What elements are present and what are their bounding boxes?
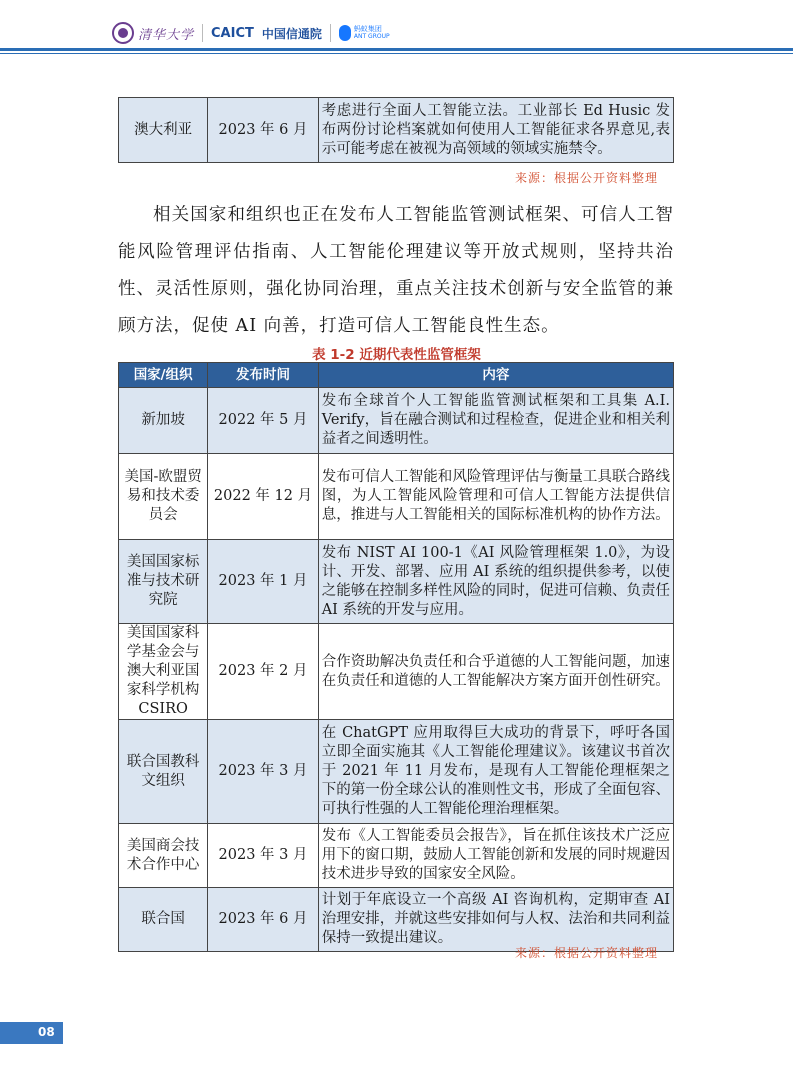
table-row xyxy=(119,888,674,952)
cell-country: 美国国家标准与技术研究院 xyxy=(119,540,208,624)
body-paragraph: 相关国家和组织也正在发布人工智能监管测试框架、可信人工智能风险管理评估指南、人工智能伦理建议等开放式规则，坚持共治性、灵活性原则，强化协同治理，重点关注技术创新与安全监管的兼顾方法，促使 AI 向善，打造可信人工智能良性生态。 xyxy=(118,205,674,336)
ant-group-cn: 蚂蚁集团 xyxy=(353,25,382,33)
cell-content: 发布可信人工智能和风险管理评估与衡量工具联合路线图，为人工智能风险管理和可信人工智能方法提供信息，推进与人工智能相关的国际标准机构的协作方法。 xyxy=(318,454,673,540)
caict-logo: CAICT xyxy=(211,25,254,41)
cell-country: 美国国家科学基金会与澳大利亚国家科学机构 CSIRO xyxy=(119,624,208,720)
cell-date: 2023 年 6 月 xyxy=(208,98,318,163)
source-note: 来源：根据公开资料整理 xyxy=(515,171,659,185)
ant-group-logo xyxy=(339,25,390,41)
cell-date: 2022 年 12 月 xyxy=(208,454,318,540)
cell-country: 美国商会技术合作中心 xyxy=(119,824,208,888)
tsinghua-wordmark: 清华大学 xyxy=(138,27,195,43)
cell-content: 发布 NIST AI 100-1《AI 风险管理框架 1.0》，为设计、开发、部署、应用 AI 系统的组织提供参考，以使之能够在控制多样性风险的同时，促进可信赖、负责任 AI 系统的开发与应用。 xyxy=(318,540,673,624)
cell-country: 联合国 xyxy=(119,888,208,952)
cell-date: 2023 年 6 月 xyxy=(208,888,318,952)
cell-date: 2023 年 3 月 xyxy=(208,824,318,888)
cell-date: 2022 年 5 月 xyxy=(208,388,318,454)
table-row xyxy=(119,720,674,824)
tsinghua-seal-icon xyxy=(112,22,134,44)
header-date: 发布时间 xyxy=(208,363,318,388)
logo-divider xyxy=(202,24,203,42)
header-content: 内容 xyxy=(318,363,673,388)
continued-table xyxy=(118,97,674,163)
source-note: 来源：根据公开资料整理 xyxy=(515,946,659,960)
page-header xyxy=(0,0,793,60)
ant-group-mark-icon xyxy=(339,25,351,41)
header-rule xyxy=(0,48,793,51)
cell-content: 发布《人工智能委员会报告》，旨在抓住该技术广泛应用下的窗口期，鼓励人工智能创新和发展的同时规避因技术进步导致的国家安全风险。 xyxy=(318,824,673,888)
cell-content: 考虑进行全面人工智能立法。工业部长 Ed Husic 发布两份讨论档案就如何使用人工智能征求各界意见,表示可能考虑在被视为高领域的领域实施禁令。 xyxy=(318,98,673,163)
table-row xyxy=(119,454,674,540)
cell-content: 发布全球首个人工智能监管测试框架和工具集 A.I. Verify，旨在融合测试和过程检查，促进企业和相关利益者之间透明性。 xyxy=(318,388,673,454)
table-row xyxy=(119,824,674,888)
table-caption: 表 1-2 近期代表性监管框架 xyxy=(312,347,481,363)
cell-content: 计划于年底设立一个高级 AI 咨询机构，定期审查 AI 治理安排，并就这些安排如何与人权、法治和共同利益保持一致提出建议。 xyxy=(318,888,673,952)
ant-group-en: ANT GROUP xyxy=(353,33,390,40)
table-row xyxy=(119,624,674,720)
regulatory-framework-table xyxy=(118,362,674,952)
cell-country: 联合国教科文组织 xyxy=(119,720,208,824)
cell-country: 美国-欧盟贸易和技术委员会 xyxy=(119,454,208,540)
tsinghua-logo xyxy=(112,22,194,44)
cell-content: 在 ChatGPT 应用取得巨大成功的背景下，呼吁各国立即全面实施其《人工智能伦理建议》。该建议书首次于 2021 年 11 月发布，是现有人工智能伦理框架之下的第一份全球公认的准则性文书，形成了全面包容、可执行性强的人工智能伦理治理框架。 xyxy=(318,720,673,824)
table-row xyxy=(119,388,674,454)
logo-divider xyxy=(330,24,331,42)
cell-date: 2023 年 2 月 xyxy=(208,624,318,720)
page-number: 08 xyxy=(38,1025,55,1039)
table-header-row xyxy=(119,363,674,388)
header-rule-thin xyxy=(0,53,793,54)
cell-date: 2023 年 3 月 xyxy=(208,720,318,824)
cell-country: 澳大利亚 xyxy=(119,98,208,163)
cell-content: 合作资助解决负责任和合乎道德的人工智能问题，加速在负责任和道德的人工智能解决方案方面开创性研究。 xyxy=(318,624,673,720)
header-logos xyxy=(112,22,390,44)
cell-country: 新加坡 xyxy=(119,388,208,454)
cell-date: 2023 年 1 月 xyxy=(208,540,318,624)
table-row xyxy=(119,540,674,624)
caict-cn-logo: 中国信通院 xyxy=(261,26,322,41)
table-row xyxy=(119,98,674,163)
header-country: 国家/组织 xyxy=(119,363,208,388)
